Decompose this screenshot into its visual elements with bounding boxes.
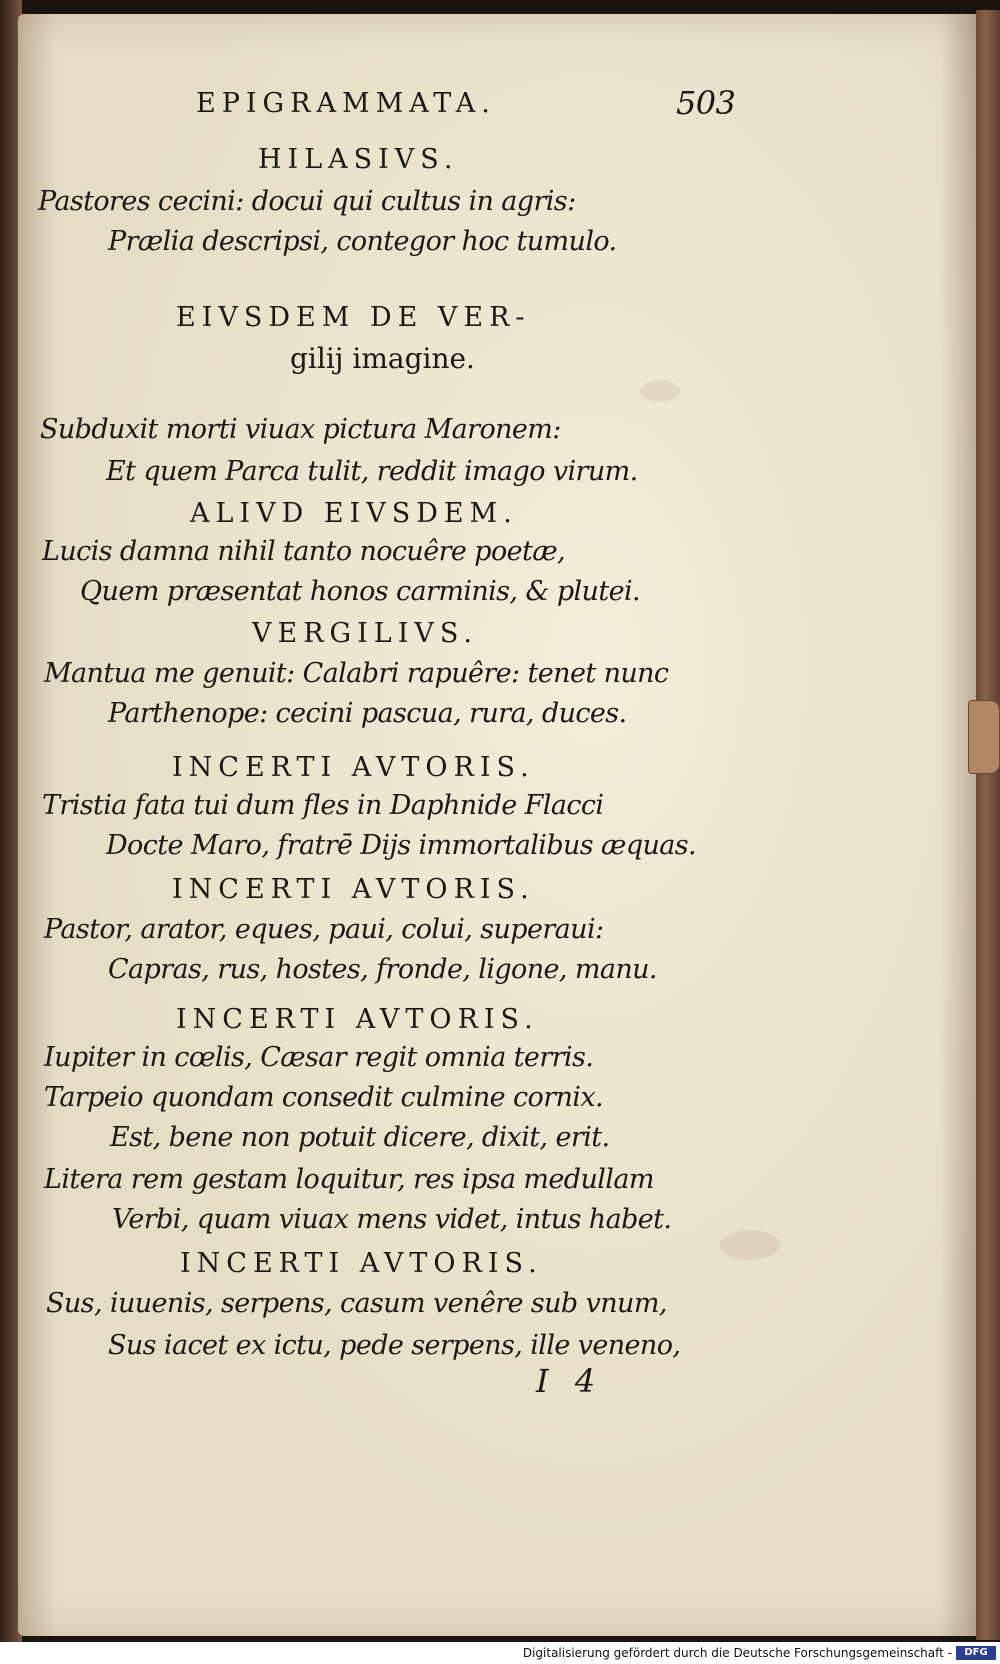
verse-line: Pastor, arator, eques, paui, colui, superaui: xyxy=(44,914,604,945)
poem-heading: VERGILIVS. xyxy=(252,618,478,649)
verse-line: Prælia descripsi, contegor hoc tumulo. xyxy=(108,226,617,257)
verse-line: Capras, rus, hostes, fronde, ligone, manu. xyxy=(108,954,657,985)
poem-heading: ALIVD EIVSDEM. xyxy=(190,498,518,529)
paper-stain xyxy=(720,1230,780,1260)
verse-line: Lucis damna nihil tanto nocuêre poetæ, xyxy=(42,536,565,567)
poem-heading: INCERTI AVTORIS. xyxy=(180,1248,543,1279)
poem-heading-continuation: gilij imagine. xyxy=(290,342,475,375)
verse-line: Et quem Parca tulit, reddit imago virum. xyxy=(106,456,638,487)
page-edge-right xyxy=(976,10,1000,1640)
dfg-logo: DFG xyxy=(956,1646,996,1660)
page-number: 503 xyxy=(676,84,736,122)
poem-heading: EIVSDEM DE VER- xyxy=(176,302,531,333)
poem-heading: INCERTI AVTORIS. xyxy=(176,1004,539,1035)
poem-heading: HILASIVS. xyxy=(258,144,459,175)
verse-line: Mantua me genuit: Calabri rapuêre: tenet nunc xyxy=(44,658,669,689)
poem-heading: INCERTI AVTORIS. xyxy=(172,874,535,905)
verse-line: Sus, iuuenis, serpens, casum venêre sub vnum, xyxy=(46,1288,667,1319)
running-title: EPIGRAMMATA. xyxy=(196,88,496,119)
verse-line: Parthenope: cecini pascua, rura, duces. xyxy=(108,698,627,729)
poem-heading: INCERTI AVTORIS. xyxy=(172,752,535,783)
signature-mark: I 4 xyxy=(536,1362,604,1400)
verse-line: Pastores cecini: docui qui cultus in agris: xyxy=(38,186,576,217)
verse-line: Verbi, quam viuax mens videt, intus habet. xyxy=(112,1204,672,1235)
verse-line: Est, bene non potuit dicere, dixit, erit. xyxy=(110,1122,610,1153)
verse-line: Litera rem gestam loquitur, res ipsa medullam xyxy=(44,1164,654,1195)
page-tab-marker xyxy=(968,700,1000,774)
verse-line: Iupiter in cœlis, Cæsar regit omnia terris. xyxy=(44,1042,594,1073)
verse-line: Tristia fata tui dum fles in Daphnide Flacci xyxy=(42,790,604,821)
paper-stain xyxy=(640,380,680,402)
digitization-footer xyxy=(0,1642,1000,1664)
verse-line: Tarpeio quondam consedit culmine cornix. xyxy=(44,1082,603,1113)
footer-credit: Digitalisierung gefördert durch die Deutsche Forschungsgemeinschaft - xyxy=(522,1646,952,1660)
book-page xyxy=(18,14,978,1636)
verse-line: Subduxit morti viuax pictura Maronem: xyxy=(40,414,561,445)
verse-line: Quem præsentat honos carminis, & plutei. xyxy=(80,576,640,607)
verse-line: Docte Maro, fratrē Dijs immortalibus æquas. xyxy=(106,830,697,861)
verse-line: Sus iacet ex ictu, pede serpens, ille veneno, xyxy=(108,1330,681,1361)
